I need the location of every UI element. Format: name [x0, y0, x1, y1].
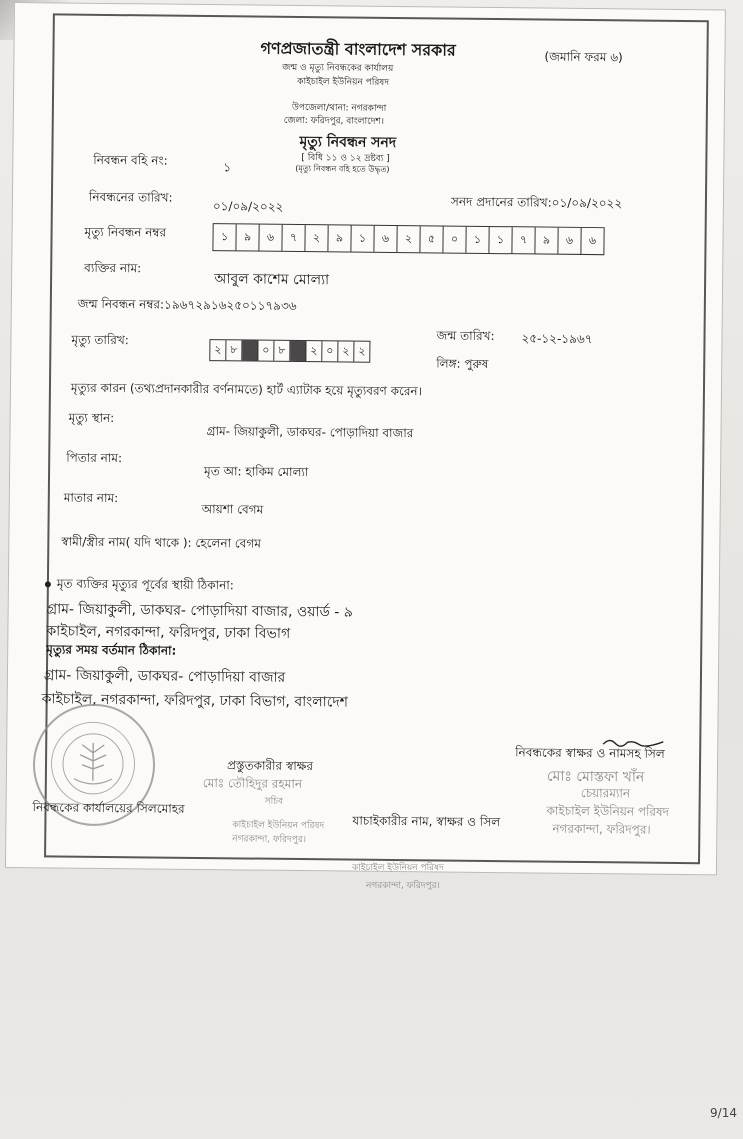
- reg-digit-box: ০: [443, 227, 466, 253]
- date-digit-box: ৮: [274, 341, 290, 361]
- seal-emblem: [51, 721, 136, 806]
- preparer-signature-label: প্রস্তুতকারীর স্বাক্ষর: [226, 758, 314, 774]
- verifier-label: যাচাইকারীর নাম, স্বাক্ষর ও সিল: [352, 813, 501, 830]
- under-stamp-location: নগরকান্দা, ফরিদপুর।: [232, 834, 307, 846]
- bleed-stamp-location: নগরকান্দা, ফরিদপুর।: [366, 881, 440, 891]
- bullet-icon: [45, 581, 51, 587]
- registrar-stamp-union: কাইচাইল ইউনিয়ন পরিষদ: [546, 803, 670, 819]
- registrar-stamp-location: নগরকান্দা, ফরিদপুর।: [552, 821, 651, 837]
- reg-digit-box: ১: [213, 224, 236, 250]
- district: জেলা: ফরিদপুর, বাংলাদেশ।: [283, 115, 385, 127]
- bleed-stamp-union: কাইচাইল ইউনিয়ন পরিষদ: [352, 863, 444, 873]
- form-reference: (জমানি ফরম ৬): [544, 49, 623, 65]
- reg-digit-box: ১: [466, 227, 489, 253]
- emblem-icon: [52, 722, 135, 805]
- permanent-address-line-1: গ্রাম- জিয়াকুলী, ডাকঘর- পোড়াদিয়া বাজার, ওয়ার্ড - ৯: [46, 601, 353, 621]
- upazila: উপজেলা/থানা: নগরকান্দা: [291, 102, 387, 114]
- death-date-boxes: [209, 339, 370, 363]
- office-line-1: জন্ম ও মৃত্যু নিবন্ধকের কার্যালয়: [282, 62, 394, 74]
- reg-digit-box: ৬: [259, 225, 282, 251]
- date-digit-box: ০: [258, 341, 274, 361]
- registrar-signature-label: নিবন্ধকের স্বাক্ষর ও নামসহ সিল: [515, 745, 665, 761]
- death-certificate: [5, 2, 726, 875]
- present-address-line-2: কাইচাইল, নগরকান্দা, ফরিদপুর, ঢাকা বিভাগ, বাংলাদেশ: [41, 691, 349, 711]
- reg-digit-box: ৯: [236, 224, 259, 250]
- preparer-stamp-name: মোঃ তৌহিদুর রহমান: [202, 776, 303, 792]
- rule-reference: [ বিধি ১১ ও ১২ দ্রষ্টব্য ]: [301, 153, 390, 164]
- page-number: 9/14: [710, 1106, 737, 1120]
- reg-digit-box: ২: [397, 226, 420, 252]
- date-separator-box: [290, 341, 306, 361]
- book-number-label: নিবন্ধন বহি নং:: [93, 152, 168, 168]
- date-digit-box: ০: [322, 341, 338, 361]
- book-number-value: ১: [223, 160, 232, 175]
- death-date-label: মৃত্যু তারিখ:: [71, 332, 129, 348]
- person-name-label: ব্যক্তির নাম:: [84, 260, 142, 276]
- reg-digit-box: ৬: [558, 228, 581, 254]
- reg-digit-box: ১: [489, 227, 512, 253]
- reg-digit-box: ৬: [374, 226, 397, 252]
- father-name-label: পিতার নাম:: [66, 450, 123, 466]
- gender: লিঙ্গ: পুরুষ: [436, 356, 489, 371]
- person-name-value: আবুল কাশেম মোল্যা: [214, 271, 330, 289]
- certificate-title: মৃত্যু নিবন্ধন সনদ: [299, 133, 397, 152]
- reg-digit-box: ১: [351, 226, 374, 252]
- cause-of-death: মৃত্যুর কারন (তথ্যপ্রদানকারীর বর্ণনামতে) হার্ট এ্যাটাক হয়ে মৃত্যুবরণ করেন।: [70, 380, 423, 399]
- date-digit-box: ২: [306, 341, 322, 361]
- reg-digit-box: ২: [305, 225, 328, 251]
- present-address-line-1: গ্রাম- জিয়াকুলী, ডাকঘর- পোড়াদিয়া বাজার: [43, 667, 286, 686]
- date-digit-box: ২: [210, 340, 226, 360]
- date-separator-box: [242, 340, 258, 360]
- under-stamp-union: কাইচাইল ইউনিয়ন পরিষদ: [232, 820, 325, 832]
- office-line-2: কাইচাইল ইউনিয়ন পরিষদ: [297, 76, 390, 88]
- reg-digit-box: ৯: [535, 227, 558, 253]
- preparer-stamp-title: সচিব: [264, 796, 284, 807]
- reg-digit-box: ৭: [512, 227, 535, 253]
- mother-name-value: আয়শা বেগম: [201, 501, 264, 517]
- death-place-label: মৃত্যু স্থান:: [68, 410, 115, 426]
- govt-title: গণপ্রজাতন্ত্রী বাংলাদেশ সরকার: [260, 38, 456, 60]
- registration-date-value: ০১/০৯/২০২২: [212, 199, 284, 214]
- permanent-address-line-2: কাইচাইল, নগরকান্দা, ফরিদপুর, ঢাকা বিভাগ: [46, 623, 291, 642]
- reg-digit-box: ৯: [328, 225, 351, 251]
- registrar-stamp-name: মোঃ মোস্তফা খাঁন: [546, 768, 645, 786]
- birth-registration-number: জন্ম নিবন্ধন নম্বর:১৯৬৭২৯১৬২৫০১১৭৯৩৬: [77, 296, 297, 313]
- spouse-name: স্বামী/স্ত্রীর নাম( যদি থাকে ): হেলেনা বেগম: [61, 534, 262, 551]
- birth-date-label: জন্ম তারিখ:: [436, 328, 495, 344]
- reg-digit-box: ৭: [282, 225, 305, 251]
- reg-digit-box: ৬: [588, 234, 597, 248]
- mother-name-label: মাতার নাম:: [63, 490, 119, 506]
- date-digit-box: ২: [358, 344, 366, 358]
- office-seal-label: নিবন্ধকের কার্যালয়ের সিলমোহর: [32, 800, 185, 816]
- date-digit-box: ২: [338, 341, 354, 361]
- issue-date: সনদ প্রদানের তারিখ:০১/০৯/২০২২: [450, 194, 623, 211]
- father-name-value: মৃত আ: হাকিম মোল্যা: [204, 464, 309, 480]
- death-reg-number-label: মৃত্যু নিবন্ধন নম্বর: [84, 224, 167, 240]
- date-digit-box: ৮: [226, 340, 242, 360]
- book-reference: (মৃত্যু নিবন্ধন বহি হতে উদ্ধৃত): [295, 163, 390, 174]
- registration-date-label: নিবন্ধনের তারিখ:: [88, 189, 173, 205]
- registrar-stamp-title: চেয়ারম্যান: [580, 785, 631, 801]
- birth-date-value: ২৫-১২-১৯৬৭: [521, 331, 593, 347]
- present-address-heading: মৃত্যুর সময় বর্তমান ঠিকানা:: [46, 642, 177, 658]
- death-reg-number-boxes: [212, 223, 604, 255]
- death-place-value: গ্রাম- জিয়াকুলী, ডাকঘর- পোড়াদিয়া বাজার: [206, 424, 414, 441]
- reg-digit-box: ৫: [420, 226, 443, 252]
- permanent-address-heading: মৃত ব্যক্তির মৃত্যুর পূর্বের স্থায়ী ঠিকানা:: [56, 576, 234, 593]
